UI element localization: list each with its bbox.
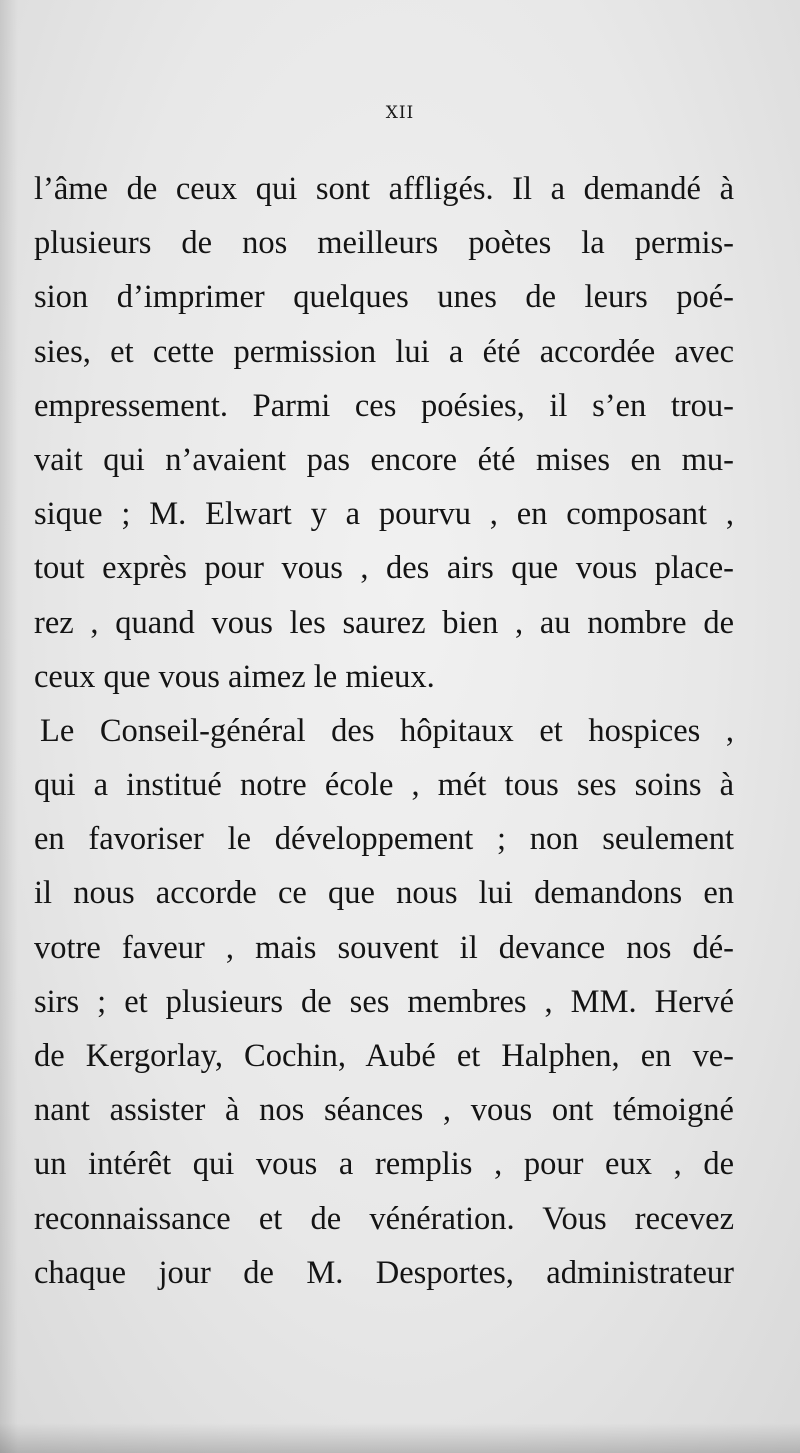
text-line: empressement. Parmi ces poésies, il s’en trou- [34, 387, 734, 424]
text-line: l’âme de ceux qui sont affligés. Il a demandé à [34, 171, 734, 207]
text-line: nant assister à nos séances , vous ont témoigné [34, 1092, 734, 1129]
text-line: sion d’imprimer quelques unes de leurs poé- [34, 279, 734, 316]
body-text [34, 162, 734, 1300]
text-line: un intérêt qui vous a remplis , pour eux , de [34, 1146, 734, 1183]
page-number: XII [385, 103, 415, 123]
text-line: plusieurs de nos meilleurs poètes la permis- [34, 225, 734, 262]
text-line: reconnaissance et de vénération. Vous recevez [34, 1200, 734, 1237]
text-line: tout exprès pour vous , des airs que vous place- [34, 550, 734, 587]
text-line: il nous accorde ce que nous lui demandons en [34, 875, 734, 912]
text-line: votre faveur , mais souvent il devance nos dé- [34, 929, 734, 966]
text-line: en favoriser le développement ; non seulement [34, 821, 734, 858]
text-line: vait qui n’avaient pas encore été mises en mu- [34, 441, 734, 478]
text-line: de Kergorlay, Cochin, Aubé et Halphen, en ve- [34, 1038, 734, 1074]
text-line: Le Conseil-général des hôpitaux et hospices , [40, 712, 734, 749]
text-line: sies, et cette permission lui a été accordée avec [34, 333, 734, 370]
text-line: sique ; M. Elwart y a pourvu , en composant , [34, 496, 734, 533]
text-line: qui a institué notre école , mét tous ses soins à [34, 767, 734, 804]
text-line: ceux que vous aimez le mieux. [34, 658, 435, 695]
page-bottom-edge [0, 1423, 800, 1453]
text-line: sirs ; et plusieurs de ses membres , MM. Hervé [34, 983, 734, 1020]
page-edge-shadow [0, 0, 18, 1453]
text-line: rez , quand vous les saurez bien , au nombre de [34, 604, 734, 641]
text-line: chaque jour de M. Desportes, administrateur [34, 1254, 734, 1291]
